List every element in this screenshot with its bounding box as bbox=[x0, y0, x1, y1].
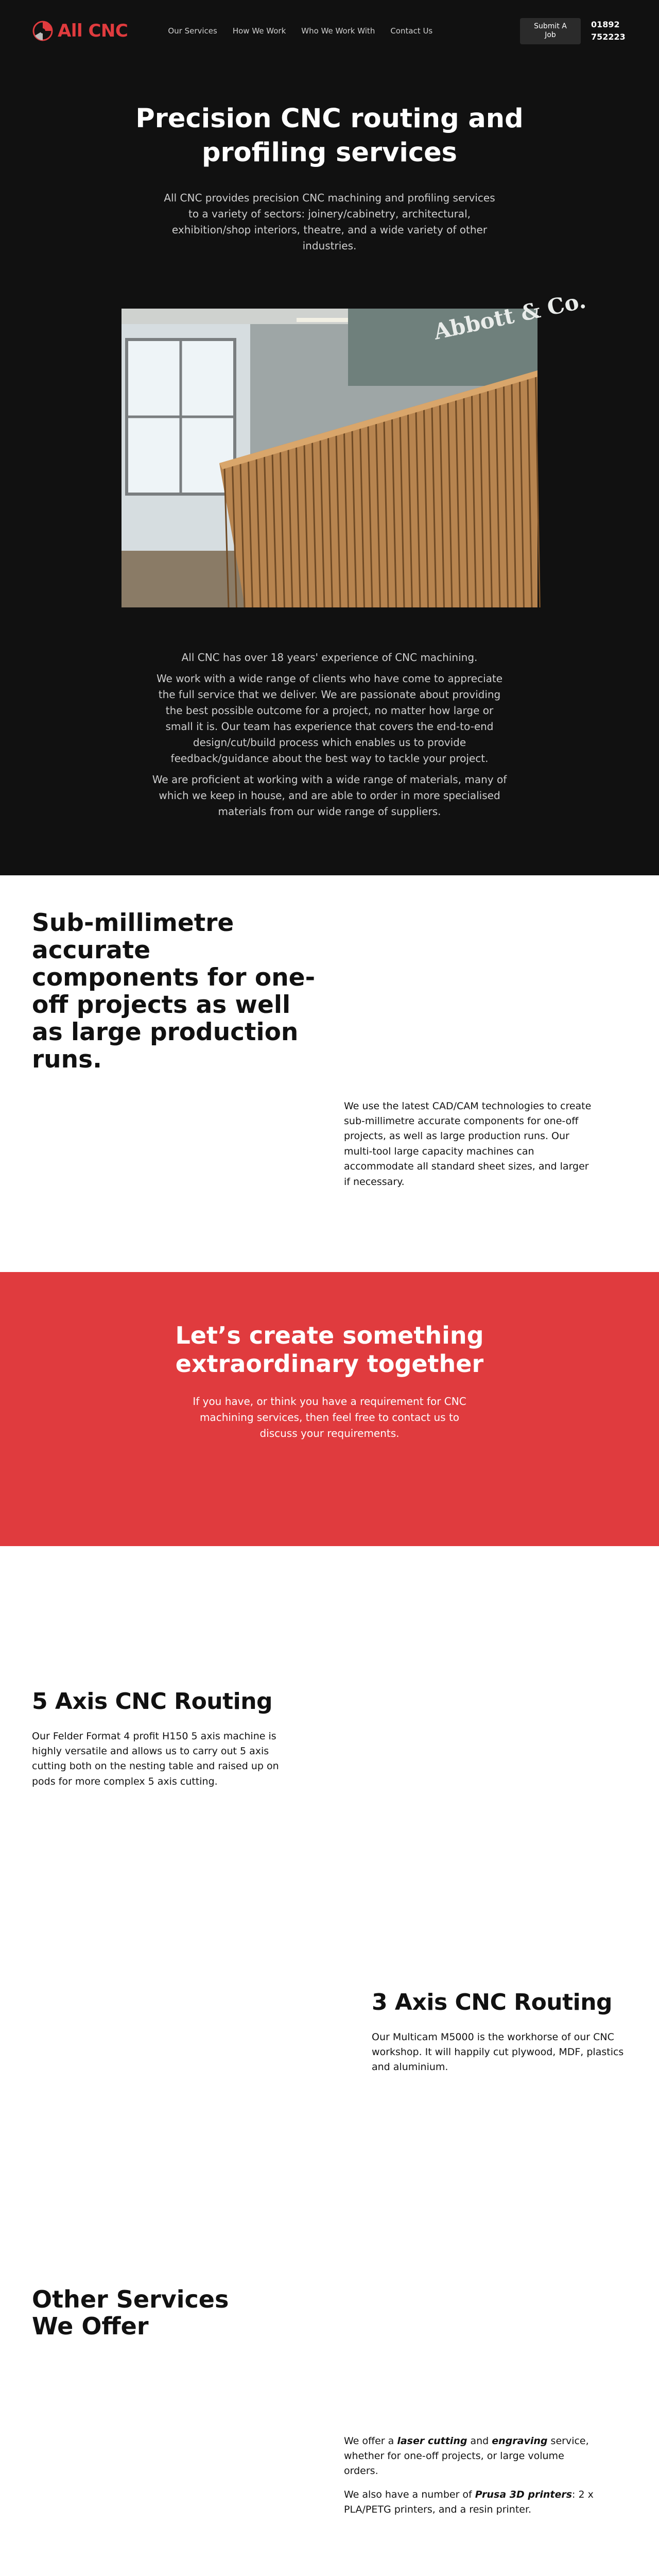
three-axis-title: 3 Axis CNC Routing bbox=[372, 1989, 613, 2015]
site-header bbox=[0, 0, 659, 62]
hero-lead: All CNC provides precision CNC machining and profiling services to a variety of sectors: joinery/cabinetry, architectural, exhibition/shop interiors, theatre, and a wide variety of other industries. bbox=[164, 191, 495, 252]
cta-section bbox=[0, 1272, 659, 1546]
text-span: We offer a bbox=[344, 2435, 397, 2447]
nav-who-we-work-with[interactable]: Who We Work With bbox=[301, 26, 375, 36]
other-services-paragraph-2 bbox=[344, 2487, 597, 2518]
photo-sign-text: Abbott & Co. bbox=[431, 287, 588, 345]
services-section bbox=[0, 1546, 659, 2576]
submit-job-button[interactable]: Submit A Job bbox=[520, 18, 581, 44]
engraving-emphasis: engraving bbox=[492, 2435, 548, 2447]
cta-text: If you have, or think you have a requirement for CNC machining services, then feel free to contact us to discuss your requirements. bbox=[193, 1395, 466, 1439]
nav-our-services[interactable]: Our Services bbox=[168, 26, 217, 36]
hero-paragraph-2: We work with a wide range of clients who have come to appreciate the full service that we deliver. We are passionate about providing the best possible outcome for a project, no matter how large or small it is. Our team has experience that covers the end-to-end design/cut/build process which enables us to provide feedback/guidance about the best way to tackle your project. bbox=[156, 672, 503, 765]
five-axis-text: Our Felder Format 4 profit H150 5 axis machine is highly versatile and allows us to carry out 5 axis cutting both on the nesting table and raised up on pods for more complex 5 axis cutting. bbox=[32, 1730, 279, 1787]
photo-illustration bbox=[122, 287, 588, 607]
reception-desk-photo bbox=[122, 287, 588, 607]
text-span: service, whether for one-off projects, or large volume orders. bbox=[344, 2435, 589, 2477]
main-nav bbox=[168, 26, 432, 36]
cta-title: Let’s create something extraordinary together bbox=[175, 1321, 484, 1378]
prusa-printers-emphasis: Prusa 3D printers bbox=[475, 2488, 573, 2500]
logo-icon bbox=[32, 20, 54, 42]
other-services-text bbox=[344, 2434, 597, 2526]
other-services-paragraph-1 bbox=[344, 2434, 597, 2479]
accuracy-title: Sub-millimetre accurate components for one-off projects as well as large production runs. bbox=[32, 908, 316, 1074]
other-services-title: Other Services We Offer bbox=[32, 2285, 229, 2341]
logo[interactable] bbox=[32, 20, 128, 42]
text-span: and bbox=[467, 2435, 492, 2447]
header-actions bbox=[520, 18, 627, 44]
header-phone[interactable]: 01892 752223 bbox=[591, 20, 626, 42]
five-axis-block bbox=[32, 1688, 289, 1790]
logo-text: All CNC bbox=[58, 21, 128, 41]
accuracy-text: We use the latest CAD/CAM technologies to create sub-millimetre accurate components for one-off projects, as well as large production runs. Our multi-tool large capacity machines can accommodate all standard sheet sizes, and larger if necessary. bbox=[344, 1100, 592, 1188]
hero-paragraph-1: All CNC has over 18 years' experience of CNC machining. bbox=[181, 651, 478, 664]
nav-contact-us[interactable]: Contact Us bbox=[390, 26, 433, 36]
hero-section bbox=[0, 62, 659, 875]
laser-cutting-emphasis: laser cutting bbox=[397, 2435, 467, 2447]
accuracy-section bbox=[0, 875, 659, 1272]
text-span: We also have a number of bbox=[344, 2488, 475, 2500]
hero-title: Precision CNC routing and profiling services bbox=[135, 104, 524, 168]
hero-body bbox=[152, 650, 507, 875]
hero-paragraph-3: We are proficient at working with a wide range of materials, many of which we keep in house, and are able to order in more specialised materials from our wide range of suppliers. bbox=[152, 773, 507, 818]
five-axis-title: 5 Axis CNC Routing bbox=[32, 1688, 273, 1715]
three-axis-text: Our Multicam M5000 is the workhorse of our CNC workshop. It will happily cut plywood, MDF, plastics and aluminium. bbox=[372, 2031, 624, 2073]
text-span: : 2 x PLA/PETG printers, and a resin printer. bbox=[344, 2488, 594, 2516]
three-axis-block bbox=[372, 1989, 629, 2075]
nav-how-we-work[interactable]: How We Work bbox=[232, 26, 286, 36]
